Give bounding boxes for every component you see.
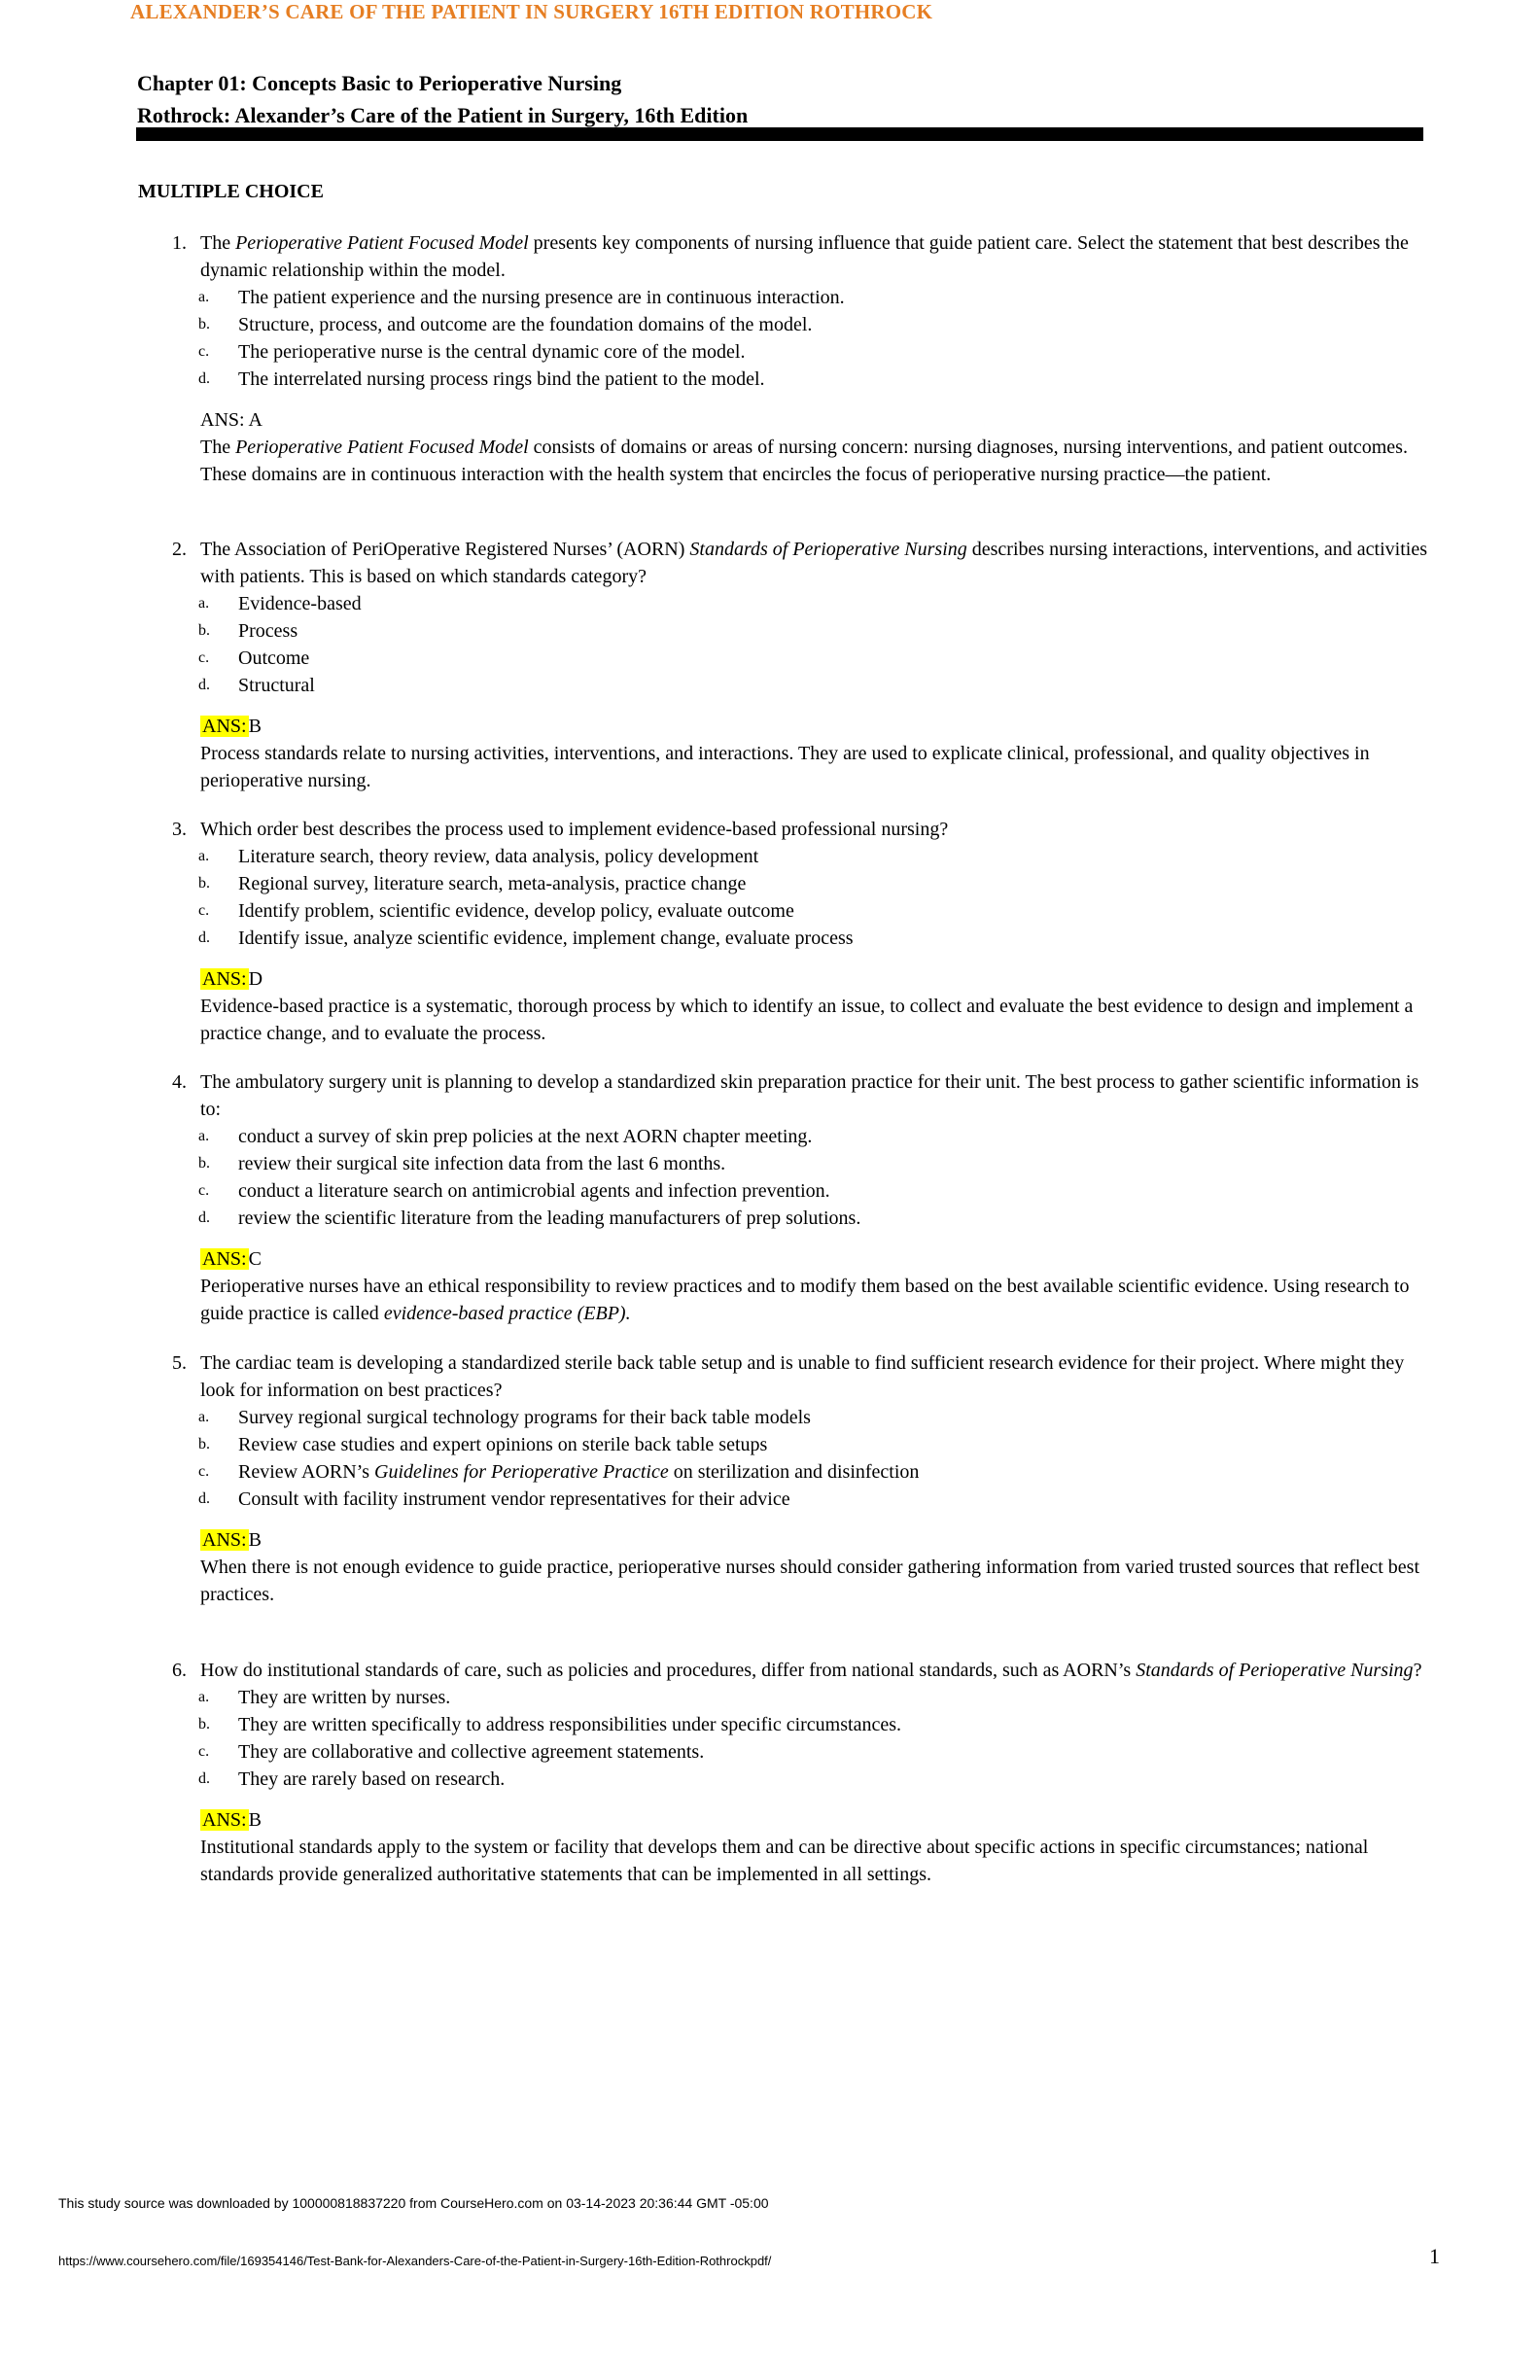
question-number: 4.: [172, 1071, 187, 1093]
italic-text: Perioperative Patient Focused Model: [235, 232, 529, 254]
text-run: Structural: [238, 675, 315, 696]
answer-rationale: [200, 740, 1429, 794]
text-run: Institutional standards apply to the system or facility that develops them and can be directive about specific actions in specific circumstances; national standards provide generalized authoritative statements that can be implemented in all settings.: [200, 1837, 1369, 1885]
question-number: 1.: [172, 232, 187, 254]
text-run: Which order best describes the process used to implement evidence-based professional nursing?: [200, 819, 949, 840]
text-run: Structure, process, and outcome are the foundation domains of the model.: [238, 314, 813, 335]
option-a: [165, 1404, 1429, 1431]
text-run: The perioperative nurse is the central dynamic core of the model.: [238, 341, 746, 363]
option-d: [165, 1205, 1429, 1232]
answer-rationale: [200, 1273, 1429, 1327]
option-b: [165, 311, 1429, 338]
italic-text: Perioperative Patient Focused Model: [235, 437, 529, 458]
option-letter: a.: [198, 1409, 210, 1425]
answer-line: [200, 406, 1429, 434]
question-stem: [200, 229, 1429, 284]
answer-label: ANS:: [202, 1529, 247, 1551]
option-c: [165, 1177, 1429, 1205]
answer-value: B: [248, 1809, 262, 1831]
option-list: [165, 284, 1429, 393]
option-letter: c.: [198, 1463, 210, 1480]
option-c: [165, 897, 1429, 925]
question-5: [165, 1349, 1429, 1608]
option-letter: b.: [198, 1716, 210, 1732]
option-letter: b.: [198, 1436, 210, 1452]
answer-rationale: [200, 1554, 1429, 1608]
option-a: [165, 590, 1429, 617]
text-run: The: [200, 437, 236, 458]
option-b: [165, 1711, 977, 1738]
answer-label: ANS:: [202, 716, 247, 737]
text-run: review the scientific literature from the leading manufacturers of prep solutions.: [238, 1208, 861, 1229]
option-letter: a.: [198, 1128, 210, 1144]
option-a: [165, 1123, 1429, 1150]
question-4: [165, 1068, 1429, 1327]
option-letter: d.: [198, 370, 210, 387]
option-list: [165, 590, 1429, 699]
option-list: [165, 1404, 1429, 1513]
italic-text: Standards of Perioperative Nursing: [689, 539, 967, 560]
text-run: Regional survey, literature search, meta-analysis, practice change: [238, 873, 747, 894]
option-a: [165, 843, 1429, 870]
option-letter: a.: [198, 1689, 210, 1705]
question-number: 5.: [172, 1352, 187, 1374]
option-a: [165, 284, 1429, 311]
text-run: They are written specifically to address responsibilities under specific circumstances.: [238, 1714, 901, 1735]
italic-text: Guidelines for Perioperative Practice: [374, 1461, 669, 1483]
text-run: Identify issue, analyze scientific evidence, implement change, evaluate process: [238, 928, 854, 949]
option-d: [165, 925, 1429, 952]
text-run: How do institutional standards of care, such as policies and procedures, differ from national standards, such as AORN’s: [200, 1660, 1137, 1681]
text-run: Evidence-based: [238, 593, 362, 614]
option-letter: d.: [198, 677, 210, 693]
page-banner: ALEXANDER’S CARE OF THE PATIENT IN SURGERY 16TH EDITION ROTHROCK: [130, 0, 933, 23]
text-run: presents key components of nursing influence that guide patient care. Select the statement that best describes the dynamic relationship within the model.: [200, 232, 1409, 281]
answer-line: [200, 713, 1429, 740]
text-run: The ambulatory surgery unit is planning to develop a standardized skin preparation practice for their unit. The best process to gather scientific information is to:: [200, 1071, 1419, 1120]
option-b: [165, 617, 1429, 645]
text-run: Consult with facility instrument vendor representatives for their advice: [238, 1488, 790, 1510]
question-6: [165, 1657, 1429, 1888]
answer-label: ANS:: [202, 968, 247, 990]
option-d: [165, 1766, 1429, 1793]
option-c: [165, 1738, 1429, 1766]
text-run: They are rarely based on research.: [238, 1768, 506, 1790]
section-heading: MULTIPLE CHOICE: [138, 181, 324, 202]
option-c: [165, 1458, 977, 1486]
option-letter: a.: [198, 289, 210, 305]
italic-text: evidence-based practice (EBP).: [383, 1303, 631, 1324]
option-letter: a.: [198, 848, 210, 864]
question-number: 3.: [172, 819, 187, 840]
answer-line: [200, 1245, 1429, 1273]
text-run: Literature search, theory review, data analysis, policy development: [238, 846, 759, 867]
option-c: [165, 338, 1429, 366]
option-letter: c.: [198, 902, 210, 919]
option-letter: b.: [198, 1155, 210, 1172]
option-d: [165, 1486, 1429, 1513]
text-run: Evidence-based practice is a systematic, thorough process by which to identify an issue, to collect and evaluate the best evidence to design and implement a practice change, and to evaluate the process.: [200, 996, 1414, 1044]
option-letter: c.: [198, 343, 210, 360]
answer-value: D: [248, 968, 263, 990]
option-list: [165, 843, 1429, 952]
answer-rationale: [200, 1834, 1429, 1888]
answer-line: [200, 1526, 1429, 1554]
option-list: [165, 1123, 1429, 1232]
answer-label: ANS:: [200, 409, 245, 431]
answer-label: ANS:: [202, 1809, 247, 1831]
text-run: The interrelated nursing process rings bind the patient to the model.: [238, 368, 765, 390]
answer-value: A: [248, 409, 262, 431]
answer-line: [200, 965, 1429, 993]
text-run: Survey regional surgical technology programs for their back table models: [238, 1407, 811, 1428]
option-letter: b.: [198, 316, 210, 332]
option-letter: b.: [198, 875, 210, 892]
text-run: describes nursing interactions, interventions, and activities with patients. This is based on which standards category?: [200, 539, 1427, 587]
option-b: [165, 1431, 1429, 1458]
text-run: consists of domains or areas of nursing concern: nursing diagnoses, nursing interventions, and patient outcomes. These domains are in continuous interaction with the health system that encircles the focus of perioperative nursing practice—the patient.: [200, 437, 1408, 485]
text-run: They are collaborative and collective agreement statements.: [238, 1741, 705, 1763]
text-run: Review case studies and expert opinions on sterile back table setups: [238, 1434, 768, 1455]
option-letter: c.: [198, 649, 210, 666]
text-run: Outcome: [238, 648, 310, 669]
book-title: Rothrock: Alexander’s Care of the Patient in Surgery, 16th Edition: [137, 103, 749, 127]
option-d: [165, 672, 1429, 699]
question-number: 6.: [172, 1660, 187, 1681]
text-run: Perioperative nurses have an ethical responsibility to review practices and to modify them based on the best available scientific evidence. Using research to guide practice is called: [200, 1276, 1410, 1324]
text-run: on sterilization and disinfection: [668, 1461, 920, 1483]
answer-value: C: [248, 1248, 262, 1270]
text-run: When there is not enough evidence to guide practice, perioperative nurses should consider gathering information from varied trusted sources that reflect best practices.: [200, 1557, 1420, 1605]
text-run: Identify problem, scientific evidence, develop policy, evaluate outcome: [238, 900, 794, 922]
text-run: ?: [1413, 1660, 1422, 1681]
question-1: [165, 229, 1429, 488]
italic-text: Standards of Perioperative Nursing: [1136, 1660, 1414, 1681]
answer-label: ANS:: [202, 1248, 247, 1270]
answer-value: B: [248, 1529, 262, 1551]
question-2: [165, 536, 1429, 794]
option-c: [165, 645, 1429, 672]
option-b: [165, 1150, 1429, 1177]
option-letter: c.: [198, 1743, 210, 1760]
question-3: [165, 816, 1429, 1047]
option-letter: a.: [198, 595, 210, 612]
question-stem: [200, 816, 1429, 843]
text-run: review their surgical site infection data from the last 6 months.: [238, 1153, 726, 1174]
download-notice: This study source was downloaded by 100000818837220 from CourseHero.com on 03-14-2023 20:36:44 GMT -05:00: [58, 2195, 769, 2211]
option-letter: d.: [198, 1770, 210, 1787]
answer-line: [200, 1806, 1429, 1834]
option-letter: d.: [198, 929, 210, 946]
text-run: The Association of PeriOperative Registered Nurses’ (AORN): [200, 539, 690, 560]
text-run: conduct a literature search on antimicrobial agents and infection prevention.: [238, 1180, 830, 1202]
question-stem: [200, 1068, 1429, 1123]
header-rule: [136, 127, 1423, 141]
text-run: Process: [238, 620, 298, 642]
option-letter: d.: [198, 1490, 210, 1507]
option-d: [165, 366, 1429, 393]
question-number: 2.: [172, 539, 187, 560]
text-run: Process standards relate to nursing activities, interventions, and interactions. They are used to explicate clinical, professional, and quality objectives in perioperative nursing.: [200, 743, 1370, 791]
answer-rationale: [200, 434, 1429, 488]
option-b: [165, 870, 1429, 897]
text-run: The cardiac team is developing a standardized sterile back table setup and is unable to find sufficient research evidence for their project. Where might they look for information on best practices?: [200, 1352, 1405, 1401]
option-letter: d.: [198, 1209, 210, 1226]
answer-rationale: [200, 993, 1429, 1047]
option-list: [165, 1684, 1429, 1793]
answer-value: B: [248, 716, 262, 737]
option-letter: b.: [198, 622, 210, 639]
question-stem: [200, 536, 1429, 590]
question-stem: [200, 1657, 1429, 1684]
text-run: They are written by nurses.: [238, 1687, 451, 1708]
text-run: The: [200, 232, 236, 254]
option-letter: c.: [198, 1182, 210, 1199]
text-run: conduct a survey of skin prep policies at the next AORN chapter meeting.: [238, 1126, 813, 1147]
source-url[interactable]: https://www.coursehero.com/file/169354146/Test-Bank-for-Alexanders-Care-of-the-Patient-in-Surgery-16th-Edition-Rothrockpdf/: [58, 2254, 772, 2268]
page-number: 1: [1429, 2244, 1440, 2268]
text-run: Review AORN’s: [238, 1461, 374, 1483]
option-a: [165, 1684, 1429, 1711]
question-stem: [200, 1349, 1429, 1404]
text-run: The patient experience and the nursing presence are in continuous interaction.: [238, 287, 845, 308]
chapter-title: Chapter 01: Concepts Basic to Perioperative Nursing: [137, 71, 622, 95]
